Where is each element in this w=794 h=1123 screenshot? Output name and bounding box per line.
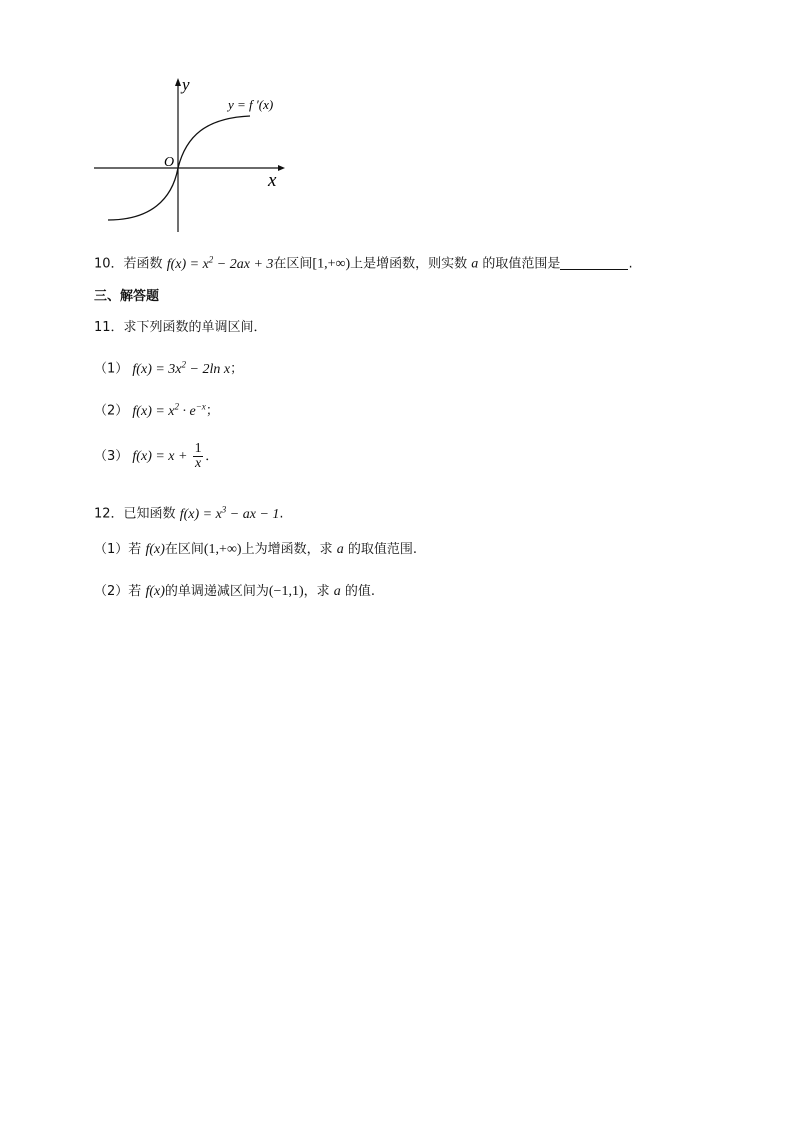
q10-text-mid: 在区间 <box>273 256 313 272</box>
q10-text-before: 若函数 <box>123 256 163 272</box>
q11-part-1-expr: $f(x) = 3x^2 - 2\ln$ x <box>132 359 231 377</box>
q11-part-1: （1） $f(x) = 3x^2 - 2\ln$ x； <box>94 359 244 377</box>
x-axis-arrow <box>278 165 285 171</box>
section-title: 三、解答题 <box>94 289 160 304</box>
q10-period: . <box>628 256 633 272</box>
curve-label: y = f ′(x) <box>228 97 274 112</box>
q12-number: 12． <box>94 506 124 522</box>
q10-var: a <box>471 256 479 272</box>
q10-text-end: 的取值范围是 <box>482 256 561 272</box>
question-10 <box>94 249 633 275</box>
q11-part-2-expr: $f(x) = x^2 \cdot e^{-x}$ <box>132 401 206 419</box>
q11-number: 11． <box>94 320 124 335</box>
q11-part-3-expr: f(x) = x + $\frac{1}{x}$ <box>132 441 202 472</box>
q10-text-after: 上是增函数，则实数 <box>350 256 468 272</box>
q10-function: $f(x) = x^2 - 2ax + 3$ <box>166 254 274 272</box>
q11-part-3-fraction: $\frac{1}{x}$ <box>194 441 202 472</box>
q10-interval: [1,+∞) <box>312 256 351 272</box>
question-12: 12．已知函数 $f(x) = x^3$ − ax − 1. <box>94 504 284 522</box>
q11-text: 求下列函数的单调区间． <box>123 320 267 335</box>
question-11 <box>94 318 267 338</box>
y-axis-arrow <box>175 78 181 86</box>
q11-part-2: （2） $f(x) = x^2 \cdot e^{-x}$； <box>94 401 219 419</box>
q11-part-3: （3） f(x) = x + $\frac{1}{x}$ ． <box>94 441 219 472</box>
x-axis-label: x <box>268 170 277 191</box>
q12-expr: $f(x) = x^3$ − ax − 1 <box>179 504 280 522</box>
derivative-graph <box>88 72 298 237</box>
q10-answer-blank[interactable] <box>560 255 628 270</box>
q12-text: 已知函数 <box>123 506 176 522</box>
q10-number: 10． <box>94 256 124 272</box>
y-axis-label: y <box>182 75 190 94</box>
q12-part-1: （1）若 f(x)在区间(1,+∞)上为增函数，求 a 的取值范围. <box>94 542 418 557</box>
q12-part-2: （2）若 f(x)的单调递减区间为(−1,1)，求 a 的值. <box>94 584 376 599</box>
origin-label: O <box>164 155 175 170</box>
